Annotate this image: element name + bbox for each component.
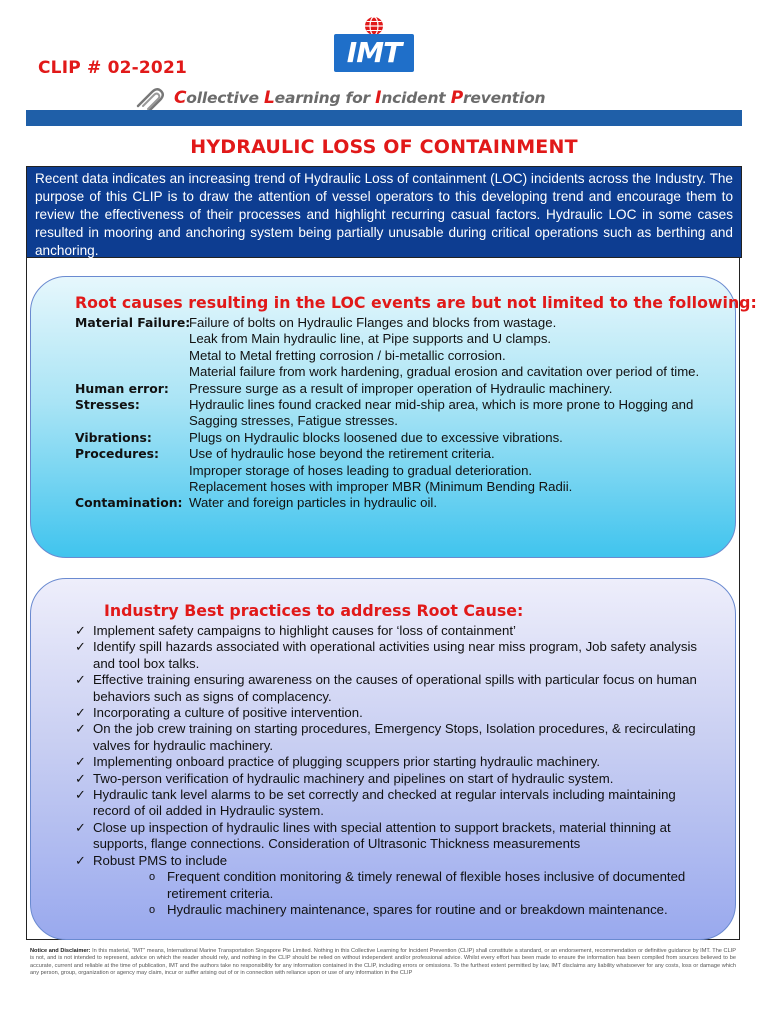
root-cause-label: Vibrations:	[75, 429, 152, 445]
sub-list-item	[93, 869, 715, 902]
logo-text: IMT	[334, 34, 414, 72]
circle-bullet-icon: o	[149, 903, 156, 916]
list-item	[75, 705, 715, 721]
checkmark-icon: ✓	[75, 819, 86, 835]
list-item	[75, 623, 715, 639]
best-practice-text: Close up inspection of hydraulic lines with special attention to support brackets, material thinning at supports, flange connections. Consideration of Ultrasonic Thickness measurements	[93, 819, 671, 852]
root-cause-line: Hydraulic lines found cracked near mid-ship area, which is more prone to Hogging and Sagging stresses, Fatigue stresses.	[189, 397, 694, 429]
checkmark-icon: ✓	[75, 639, 86, 655]
list-item	[75, 771, 715, 787]
best-practices-heading: Industry Best practices to address Root Cause:	[104, 601, 524, 620]
checkmark-icon: ✓	[75, 770, 86, 786]
globe-icon	[364, 16, 384, 36]
best-practice-text: Hydraulic tank level alarms to be set correctly and checked at regular intervals including maintaining record of oil added in Hydraulic system.	[93, 787, 676, 819]
root-cause-item	[75, 315, 715, 381]
paperclip-icon	[130, 86, 170, 112]
list-item	[75, 820, 715, 853]
list-item	[75, 787, 715, 820]
list-item	[75, 639, 715, 672]
root-cause-line: Metal to Metal fretting corrosion / bi-metallic corrosion.	[189, 347, 506, 363]
root-cause-line: Improper storage of hoses leading to gradual deterioration.	[189, 462, 533, 478]
tagline-word: earning for	[274, 89, 376, 107]
list-item	[75, 853, 715, 919]
root-cause-label: Material Failure:	[75, 315, 191, 330]
tagline-cap: I	[375, 88, 382, 108]
checkmark-icon: ✓	[75, 672, 86, 688]
tagline-row	[130, 86, 650, 112]
root-cause-item	[75, 446, 715, 495]
root-causes-list	[75, 315, 715, 512]
tagline-word: ollective	[186, 89, 264, 107]
list-item	[75, 754, 715, 770]
tagline-word: revention	[462, 89, 546, 107]
sub-item-text: Frequent condition monitoring & timely renewal of flexible hoses inclusive of documented retirement criteria.	[167, 869, 686, 901]
root-cause-item	[75, 397, 715, 430]
sub-list-item	[93, 902, 715, 918]
best-practice-text: Identify spill hazards associated with operational activities using near miss program, Job safety analysis and tool box talks.	[93, 639, 697, 671]
best-practice-text: Implementing onboard practice of plugging scuppers prior starting hydraulic machinery.	[93, 754, 601, 770]
tagline-cap: C	[174, 88, 187, 108]
list-item	[75, 672, 715, 705]
root-cause-item	[75, 495, 715, 511]
root-causes-panel	[30, 276, 757, 558]
best-practices-panel	[30, 578, 736, 940]
disclaimer-text: In this material, “IMT” means, International Marine Transportation Singapore Pte Limited. Nothing in this Collective Learning for Incident Prevention (CLIP) shall constitute a standard, or an endorsement, recommendation or definitive guidance by IMT. The CLIP is not, and is not intended to represent, advice on which the reader should rely, and nothing in the CLIP should be relied on without independent and/or professional advice. Whilst every effort has been made to ensure the information has been compiled from sources believed to be accurate, current and reliable at the time of publication, IMT and the authors take no responsibility for any information contained in the CLIP, including errors or omissions. To the furthest extent permitted by law, IMT disclaims any liability whatsoever for any costs, loss or damage which any person, group, organization or agency may claim, incur or suffer arising out of or in connection with reliance upon or use of any information in the CLIP	[30, 948, 736, 977]
checkmark-icon: ✓	[75, 787, 86, 803]
root-causes-heading: Root causes resulting in the LOC events are but not limited to the following:	[75, 293, 757, 312]
checkmark-icon: ✓	[75, 721, 86, 737]
imt-logo	[334, 16, 414, 74]
root-cause-label: Human error:	[75, 380, 169, 396]
tagline-cap: L	[264, 88, 275, 108]
root-cause-line: Plugs on Hydraulic blocks loosened due to excessive vibrations.	[189, 429, 563, 445]
root-cause-line: Water and foreign particles in hydraulic oil.	[189, 495, 437, 511]
checkmark-icon: ✓	[75, 705, 86, 721]
best-practices-list	[75, 623, 715, 918]
disclaimer-label: Notice and Disclaimer:	[30, 948, 91, 954]
root-cause-line: Use of hydraulic hose beyond the retirement criteria.	[189, 446, 495, 462]
root-cause-line: Pressure surge as a result of improper operation of Hydraulic machinery.	[189, 380, 613, 396]
root-cause-line: Leak from Main hydraulic line, at Pipe supports and U clamps.	[189, 331, 552, 347]
sub-item-text: Hydraulic machinery maintenance, spares for routine and or breakdown maintenance.	[167, 901, 668, 917]
best-practice-text: Incorporating a culture of positive intervention.	[93, 705, 363, 721]
best-practice-text: Effective training ensuring awareness on the causes of operational spills with particular focus on human behaviors such as signs of complacency.	[93, 672, 697, 704]
best-practice-text: On the job crew training on starting procedures, Emergency Stops, Isolation procedures, & recirculating valves for hydraulic machinery.	[93, 721, 696, 753]
root-cause-line: Material failure from work hardening, gradual erosion and cavitation over period of time.	[189, 364, 700, 380]
best-practice-text: Implement safety campaigns to highlight causes for ‘loss of containment’	[93, 623, 516, 638]
root-cause-item	[75, 381, 715, 397]
disclaimer	[30, 948, 736, 978]
checkmark-icon: ✓	[75, 852, 86, 868]
intro-paragraph: Recent data indicates an increasing trend of Hydraulic Loss of containment (LOC) incidents across the Industry. The purpose of this CLIP is to draw the attention of vessel operators to this developing trend and encourage them to review the effectiveness of their processes and highlight recurring casual factors. Hydraulic LOC in some cases resulted in mooring and anchoring system being partially unusable during critical operations such as berthing and anchoring.	[26, 166, 742, 258]
root-cause-label: Stresses:	[75, 397, 140, 413]
header-divider-bar	[26, 110, 742, 126]
checkmark-icon: ✓	[75, 754, 86, 770]
root-cause-line: Replacement hoses with improper MBR (Minimum Bending Radii.	[189, 479, 573, 495]
root-cause-line: Failure of bolts on Hydraulic Flanges and blocks from wastage.	[189, 315, 557, 330]
tagline-cap: P	[450, 88, 463, 108]
tagline	[174, 88, 545, 108]
clip-number: CLIP # 02-2021	[38, 58, 188, 78]
tagline-word: ncident	[381, 89, 451, 107]
page-title: HYDRAULIC LOSS OF CONTAINMENT	[190, 136, 578, 158]
checkmark-icon: ✓	[75, 623, 86, 638]
root-cause-label: Contamination:	[75, 495, 183, 511]
best-practice-text: Two-person verification of hydraulic machinery and pipelines on start of hydraulic system.	[93, 770, 614, 786]
root-cause-item	[75, 430, 715, 446]
list-item	[75, 721, 715, 754]
pms-sub-list	[93, 869, 715, 918]
circle-bullet-icon: o	[149, 871, 156, 884]
root-cause-label: Procedures:	[75, 446, 159, 462]
best-practice-text: Robust PMS to include	[93, 852, 228, 868]
